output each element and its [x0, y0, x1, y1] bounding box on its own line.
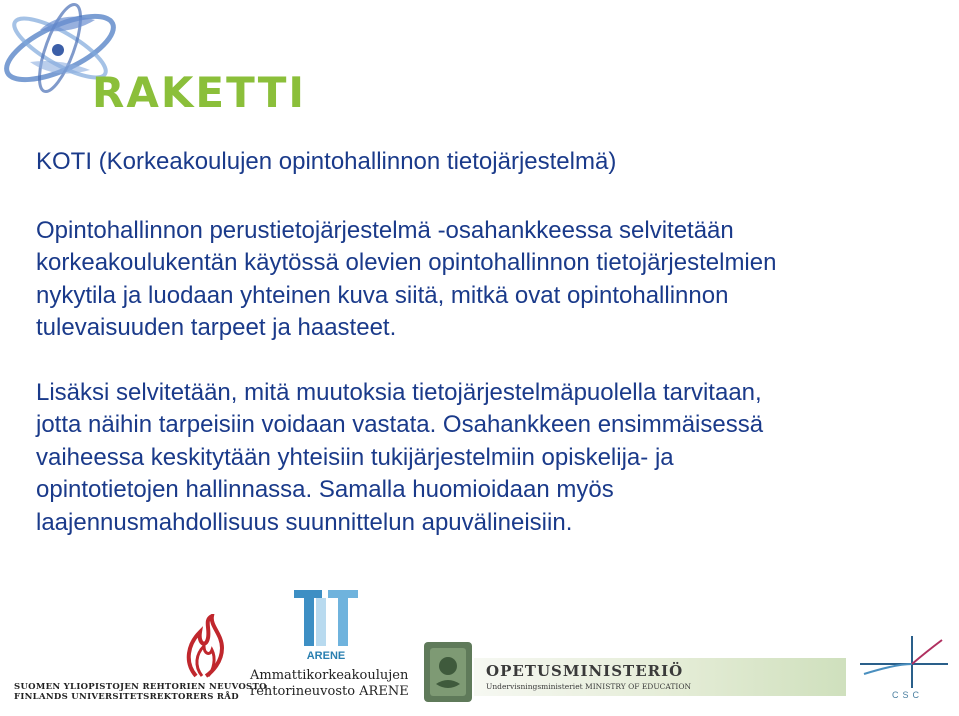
ministry-crest-icon: [422, 640, 474, 704]
paragraph-2-line: vaiheessa keskitytään yhteisiin tukijärjestelmiin opiskelija- ja: [36, 443, 674, 471]
paragraph-1-line: Opintohallinnon perustietojärjestelmä -osahankkeessa selvitetään: [36, 216, 734, 244]
arene-logo: [246, 588, 416, 708]
csc-wordmark: CSC: [892, 690, 924, 700]
arene-name-line2: rehtorineuvosto ARENE: [250, 684, 409, 699]
arene-mark-icon: [292, 588, 362, 650]
paragraph-2-line: jotta näihin tarpeisiin voidaan vastata. Osahankkeen ensimmäisessä: [36, 411, 764, 438]
csc-mark-icon: [856, 634, 951, 690]
paragraph-2-line: Lisäksi selvitetään, mitä muutoksia tietojärjestelmäpuolella tarvitaan,: [36, 378, 762, 406]
paragraph-2-line: opintotietojen hallinnassa. Samalla huomioidaan myös: [36, 476, 614, 503]
paragraph-2: [36, 377, 916, 540]
raketti-logo: [0, 0, 310, 120]
ministry-subtitle: Undervisningsministeriet MINISTRY OF EDUCATION: [486, 682, 692, 691]
arene-name-line1: Ammattikorkeakoulujen: [250, 668, 409, 683]
unifi-name-fi: SUOMEN YLIOPISTOJEN REHTORIEN NEUVOSTO: [14, 682, 267, 692]
unifi-flame-icon: [178, 614, 230, 680]
paragraph-2-line: laajennusmahdollisuus suunnittelun apuvälineisiin.: [36, 508, 573, 536]
main-content: [36, 146, 916, 571]
unifi-name-sv: FINLANDS UNIVERSITETSREKTORERS RÅD: [14, 692, 239, 702]
ministry-title: OPETUSMINISTERIÖ: [486, 662, 684, 680]
paragraph-1-line: korkeakoulukentän käytössä olevien opintohallinnon tietojärjestelmien: [36, 249, 777, 276]
arene-wordmark: ARENE: [306, 650, 346, 662]
paragraph-1-line: nykytila ja luodaan yhteinen kuva siitä, mitkä ovat opintohallinnon: [36, 281, 729, 309]
paragraph-1: [36, 215, 916, 345]
csc-logo: [856, 634, 951, 706]
page-heading: KOTI (Korkeakoulujen opintohallinnon tietojärjestelmä): [36, 148, 617, 175]
opetusministerio-logo: [422, 640, 847, 704]
unifi-logo: [10, 614, 267, 704]
paragraph-1-line: tulevaisuuden tarpeet ja haasteet.: [36, 314, 397, 341]
raketti-wordmark: RAKETTI: [92, 68, 306, 117]
